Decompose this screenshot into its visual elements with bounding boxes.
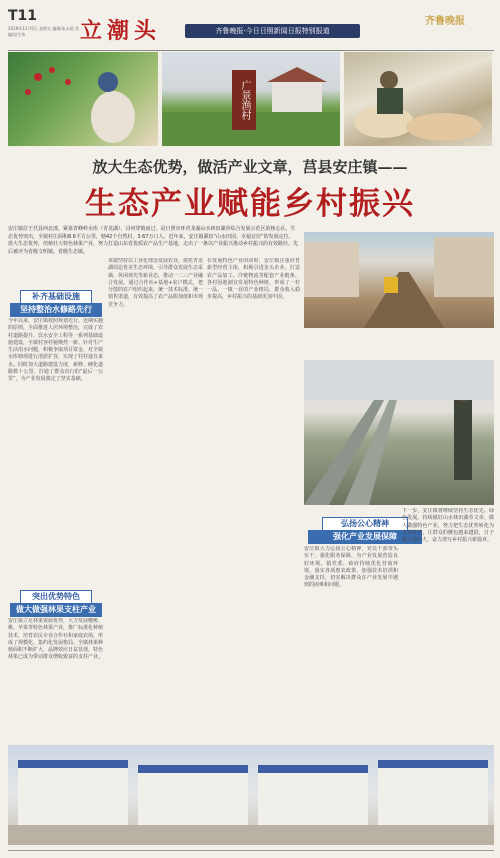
section-1-kicker: 补齐基础设施 [20,290,92,304]
column-5-text: 下一步，安庄镇将继续坚持生态优先、绿色发展，持续做好山水林田湖草文章，做大做强特色产业，努力把生态优势转化为发展优势，让群众的腰包越来越鼓，日子越过越红火，奋力谱写乡村振兴新篇章。 [402,508,494,544]
newspaper-logo: 齐鲁晚报 [425,16,465,27]
column-4-text: 安庄镇大力弘扬公心精神，党员干部带头实干，强化服务保障，为产业发展营造良好环境。镇党委、政府持续优化营商环境，落实各项惠农政策，加强技术培训和金融支持，切实解决群众在产业发展中遇到的困难和问题。 [304,546,398,589]
issue-meta: 2019年11月5日 星期五 编辑/朱永超 美编/赵艾伟 [8,26,79,37]
photo-peach-harvest [344,52,492,146]
photo-peach-harvest-art [344,52,492,146]
photo-village-road-art [304,232,494,328]
photo-new-houses [8,745,494,845]
section-3-kicker: 弘扬公心精神 [322,517,408,531]
special-report-banner: 齐鲁晚报·今日日照新闻日报特别报道 [185,24,360,38]
footer-divider [8,850,494,851]
column-1-text: 今年以来，安庄镇按照规划先行、近期实施的原则，全面推进人居环境整治，完成了农村道路提升、饮水安全工程等一系列基础设施建设，全镇村容村貌焕然一新。针对生产生活用水问题，积极争取项目资金，对全镇水库塘坝进行清淤扩容，实现了村村通自来水。同时加大道路建设力度，新修、硬化道路数十公里，打通了群众出行的“最后一公里”，为产业发展奠定了坚实基础。 [8,318,103,383]
column-3-text: 在发展特色产业的同时，安庄镇注重培育新型经营主体，积极引进龙头企业，打造农产品加工、冷链物流等配套产业链条。各村因地制宜发展特色种植，形成了一村一品、一镇一业的产业格局，群众收入稳步提高，乡村振兴的基础更加牢固。 [207,258,300,301]
column-2-text: 该镇坚持以工业化理念发展农业，依托青龙湖周边优美生态环境，引导群众发展生态采摘、休闲观光等新业态，推动一二三产业融合发展。通过合作社+基地+农户模式，把分散的农户组织起来，统一技术标准，统一销售渠道，有效提高了农产品附加值和市场竞争力。 [108,258,203,308]
header-divider [8,50,494,51]
page-number: T11 [8,8,38,24]
photo-water-pipes [304,360,494,505]
photo-cherry-picking [8,52,158,146]
section-1-title: 坚持整治水修路先行 [10,303,102,317]
photo-water-pipes-art [304,360,494,505]
headline-main: 生态产业赋能乡村振兴 [85,186,415,222]
headline-kicker: 放大生态优势，做活产业文章，莒县安庄镇—— [92,158,408,176]
section-2-kicker: 突出优势特色 [20,590,92,604]
photo-caption-tag: 广景渔村 [232,70,256,130]
photo-village-road [304,232,494,328]
photo-new-houses-art [8,745,494,845]
lede-paragraph: 安庄镇位于莒县西北部，紧靠青峰岭水库（青龙湖），浔河穿镇而过，是日照市环青龙湖山水林田湖草综合发展示范区的核心区。生态优势突出，全镇村庄面积8.6平方公里，辖42个自然村，3.67万口人。近年来，安庄镇紧扣“山水田园、幸福宜居”的发展定位，放大生态优势，培植壮大特色林果产业，努力打造山东省优质农产品生产基地，走出了一条以产业振兴推动乡村振兴的有效路径。先后被评为省级文明镇、省级生态镇。 [8,226,299,255]
photo-cherry-picking-art [8,52,158,146]
section-3-title: 强化产业发展保障 [308,530,422,544]
section-title: 立潮头 [80,18,162,44]
column-1b-text: 安庄镇立足林果资源优势，大力发展樱桃、桃、苹果等特色林果产业，推广标准化种植技术，培育农民专业合作社和家庭农场，形成了规模化、集约化发展格局。全镇林果种植面积不断扩大，品牌效应日益显现，特色林果已成为带动群众增收致富的支柱产业。 [8,618,103,661]
section-2-title: 做大做强林果支柱产业 [10,603,102,617]
